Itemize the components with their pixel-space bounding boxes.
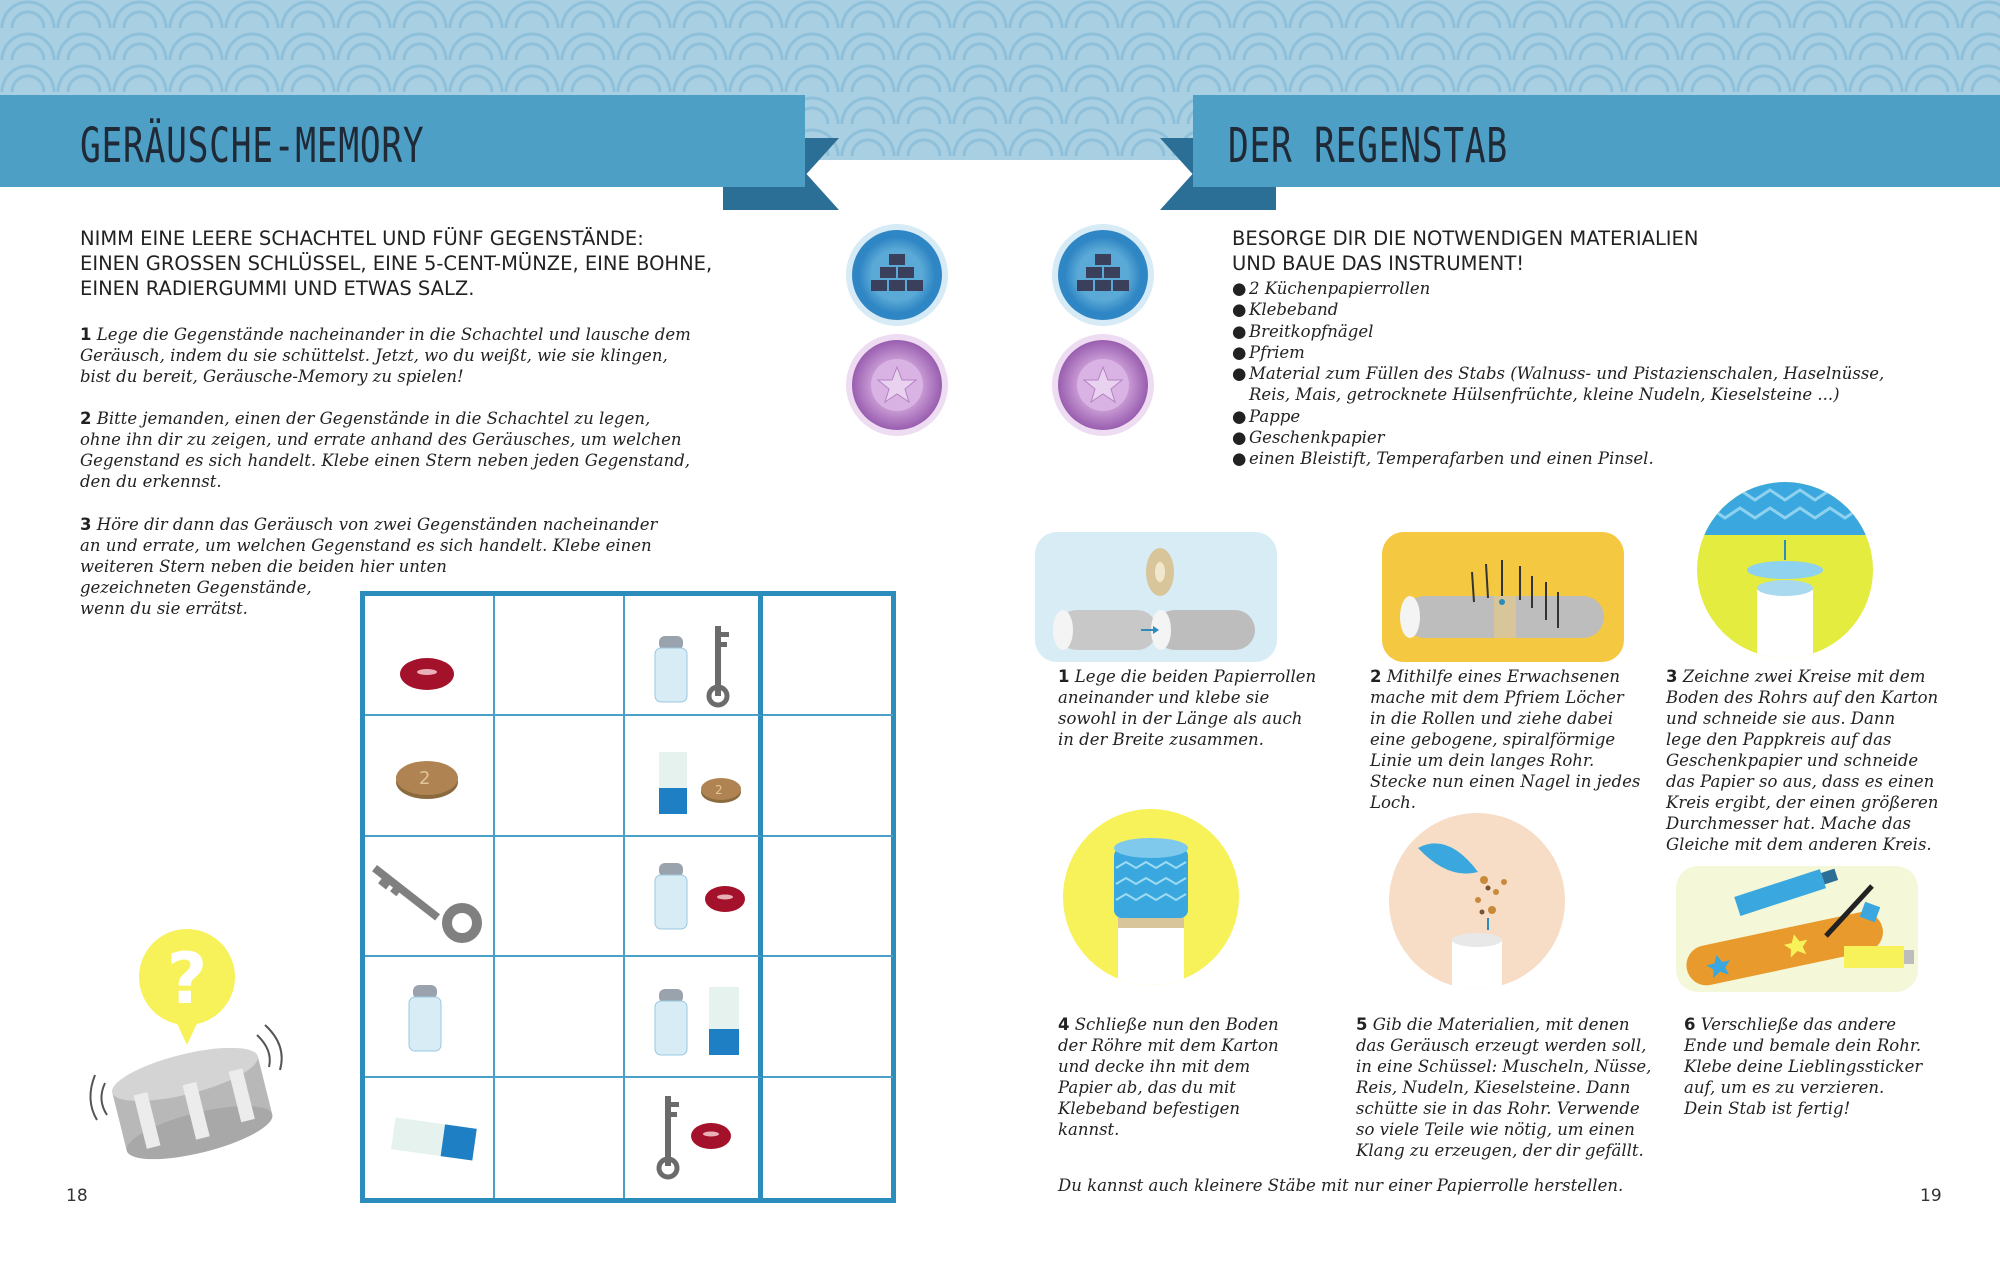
svg-text:2: 2 [715,783,723,798]
bean-icon [365,596,495,716]
page-title-right: DER REGENSTAB [1228,118,1508,174]
bullet-icon: ● [1232,321,1247,341]
intro-line: NIMM EINE LEERE SCHACHTEL UND FÜNF GEGENSTÄNDE: [80,227,644,250]
step-6-illustration [1676,866,1918,992]
list-item: ● Geschenkpapier [1232,428,1385,448]
step-line: Schließe nun den Boden [1074,1015,1279,1034]
step-line: Klebeband befestigen [1058,1099,1241,1118]
step-line: Gleiche mit dem anderen Kreis. [1666,835,1932,854]
step-line: Verschließe das andere [1700,1015,1897,1034]
step-line: Zeichne zwei Kreise mit dem [1682,667,1926,686]
list-item: ● Material zum Füllen des Stabs (Walnuss- und Pistazienschalen, Haselnüsse, [1232,364,1885,384]
step-number: 1 [1058,667,1070,686]
intro-line: EINEN GROSSEN SCHLÜSSEL, EINE 5-CENT-MÜNZE, EINE BOHNE, [80,252,713,275]
step-line: den du erkennst. [80,472,222,491]
grid-cell [365,596,495,716]
right-step-6 [1684,1014,1922,1119]
list-item: ● Pfriem [1232,342,1305,362]
bullet-icon: ● [1232,364,1247,384]
bullet-icon: ● [1232,449,1247,469]
step-line: bist du bereit, Geräusche-Memory zu spielen! [80,367,464,386]
step-line: Klang zu erzeugen, der dir gefällt. [1356,1141,1644,1160]
step-line: Boden des Rohrs auf den Karton [1666,688,1939,707]
star-sticker-badge-icon [1058,340,1148,430]
grid-cell [625,716,763,836]
step-line: Mithilfe eines Erwachsenen [1386,667,1620,686]
step-line: Gegenstand es sich handelt. Klebe einen Stern neben jeden Gegenstand, [80,451,691,470]
page-title-left: GERÄUSCHE-MEMORY [80,118,425,174]
step-line: in der Breite zusammen. [1058,730,1264,749]
step-1-illustration [1035,532,1277,662]
step-line: in die Rollen und ziehe dabei [1370,709,1613,728]
step-line: der Röhre mit dem Karton [1058,1036,1279,1055]
step-line: Gib die Materialien, mit denen [1372,1015,1630,1034]
step-line: Höre dir dann das Geräusch von zwei Gegenständen nacheinander [96,515,658,534]
step-line: lege den Pappkreis auf das [1666,730,1892,749]
grid-cell [625,1078,763,1198]
list-item: ● einen Bleistift, Temperafarben und einen Pinsel. [1232,449,1654,469]
key-bean-icon [625,1078,763,1198]
step-line: sowohl in der Länge als auch [1058,709,1303,728]
eraser-icon [365,1078,495,1198]
step-line: Kreis ergibt, der einen größeren [1666,793,1939,812]
step-line: weiteren Stern neben die beiden hier unten [80,557,447,576]
step-number: 2 [1370,667,1382,686]
step-line: das Papier so aus, dass es einen [1666,772,1935,791]
step-3-illustration [1695,480,1875,660]
blocks-badge-icon [1058,230,1148,320]
step-number: 5 [1356,1015,1368,1034]
step-line: ohne ihn dir zu zeigen, und errate anhand des Geräusches, um welchen [80,430,682,449]
step-line: Dein Stab ist fertig! [1684,1099,1851,1118]
step-line: aneinander und klebe sie [1058,688,1270,707]
step-line: Linie um dein langes Rohr. [1370,751,1595,770]
materials-list [1232,278,1884,470]
bullet-icon: ● [1232,279,1247,298]
coin-icon [365,716,495,836]
step-line: Geschenkpapier und schneide [1666,751,1919,770]
sticker-slot[interactable] [495,716,625,836]
step-number: 1 [80,325,92,344]
right-intro [1232,226,1698,276]
step-line: Durchmesser hat. Mache das [1666,814,1911,833]
sticker-slot[interactable] [763,716,893,836]
intro-line: UND BAUE DAS INSTRUMENT! [1232,252,1525,275]
salt-bean-icon [625,837,763,957]
sticker-slot[interactable] [763,957,893,1077]
step-line: und decke ihn mit dem [1058,1057,1251,1076]
step-line: Loch. [1370,793,1417,812]
left-step-1 [80,324,691,387]
right-step-1 [1058,666,1316,750]
grid-cell [365,837,495,957]
grid-cell [625,837,763,957]
bullet-icon: ● [1232,300,1247,320]
step-number: 3 [1666,667,1678,686]
bullet-icon: ● [1232,428,1247,448]
key-icon [365,837,495,957]
step-line: Lege die Gegenstände nacheinander in die Schachtel und lausche dem [96,325,691,344]
sticker-slot[interactable] [763,837,893,957]
step-number: 6 [1684,1015,1696,1034]
step-line: Klebe deine Lieblingssticker [1684,1057,1923,1076]
svg-text:2: 2 [419,768,431,790]
sticker-slot[interactable] [495,837,625,957]
step-line: gezeichneten Gegenstände, [80,578,312,597]
step-line: mache mit dem Pfriem Löcher [1370,688,1624,707]
step-2-illustration [1382,532,1624,662]
list-item: ● Breitkopfnägel [1232,321,1374,341]
step-line: kannst. [1058,1120,1120,1139]
left-step-2 [80,408,690,492]
step-line: Ende und bemale dein Rohr. [1684,1036,1922,1055]
sticker-slot[interactable] [495,957,625,1077]
step-line: schütte sie in das Rohr. Verwende [1356,1099,1640,1118]
step-4-illustration [1062,808,1240,986]
step-line: Lege die beiden Papierrollen [1074,667,1317,686]
page-number-right: 19 [1920,1186,1942,1206]
step-line: eine gebogene, spiralförmige [1370,730,1616,749]
list-item: ● 2 Küchenpapierrollen [1232,279,1431,298]
sticker-slot[interactable] [495,596,625,716]
list-item-continued: Reis, Mais, getrocknete Hülsenfrüchte, kleine Nudeln, Kieselsteine ...) [1249,385,1840,405]
question-box-illustration [75,925,295,1165]
salt-icon [365,957,495,1077]
grid-cell [365,1078,495,1198]
list-item: ● Pappe [1232,406,1301,426]
bullet-icon: ● [1232,406,1247,426]
right-step-2 [1370,666,1640,813]
blocks-badge-icon [852,230,942,320]
salt-key-icon [625,596,763,716]
sticker-slot[interactable] [763,596,893,716]
step-line: auf, um es zu verzieren. [1684,1078,1885,1097]
grid-cell [625,596,763,716]
grid-cell [365,716,495,836]
right-step-5 [1356,1014,1651,1161]
question-mark: ? [166,938,208,1020]
step-line: Geräusch, indem du sie schüttelst. Jetzt, wo du weißt, wie sie klingen, [80,346,668,365]
step-line: an und errate, um welchen Gegenstand es sich handelt. Klebe einen [80,536,652,555]
bullet-icon: ● [1232,342,1247,362]
step-line: Reis, Nudeln, Kieselsteine. Dann [1356,1078,1631,1097]
grid-cell [625,957,763,1077]
page-number-left: 18 [66,1186,88,1206]
step-line: in eine Schüssel: Muscheln, Nüsse, [1356,1057,1652,1076]
step-line: wenn du sie errätst. [80,599,248,618]
step-5-illustration [1388,812,1566,990]
right-step-4 [1058,1014,1279,1140]
star-sticker-badge-icon [852,340,942,430]
step-line: Bitte jemanden, einen der Gegenstände in die Schachtel zu legen, [96,409,651,428]
step-line: und schneide sie aus. Dann [1666,709,1896,728]
step-line: so viele Teile wie nötig, um einen [1356,1120,1635,1139]
eraser-coin-icon [625,716,763,836]
salt-eraser-icon [625,957,763,1077]
memory-grid [360,591,896,1203]
list-item: ● Klebeband [1232,300,1339,320]
sticker-slot[interactable] [763,1078,893,1198]
step-line: Stecke nun einen Nagel in jedes [1370,772,1641,791]
sticker-slot[interactable] [495,1078,625,1198]
intro-line: BESORGE DIR DIE NOTWENDIGEN MATERIALIEN [1232,227,1699,250]
left-intro [80,226,712,301]
step-number: 2 [80,409,92,428]
intro-line: EINEN RADIERGUMMI UND ETWAS SALZ. [80,277,475,300]
step-line: Papier ab, das du mit [1058,1078,1236,1097]
bottom-note: Du kannst auch kleinere Stäbe mit nur einer Papierrolle herstellen. [1058,1176,1624,1195]
step-number: 3 [80,515,92,534]
step-number: 4 [1058,1015,1070,1034]
grid-cell [365,957,495,1077]
right-step-3 [1666,666,1938,855]
step-line: das Geräusch erzeugt werden soll, [1356,1036,1647,1055]
